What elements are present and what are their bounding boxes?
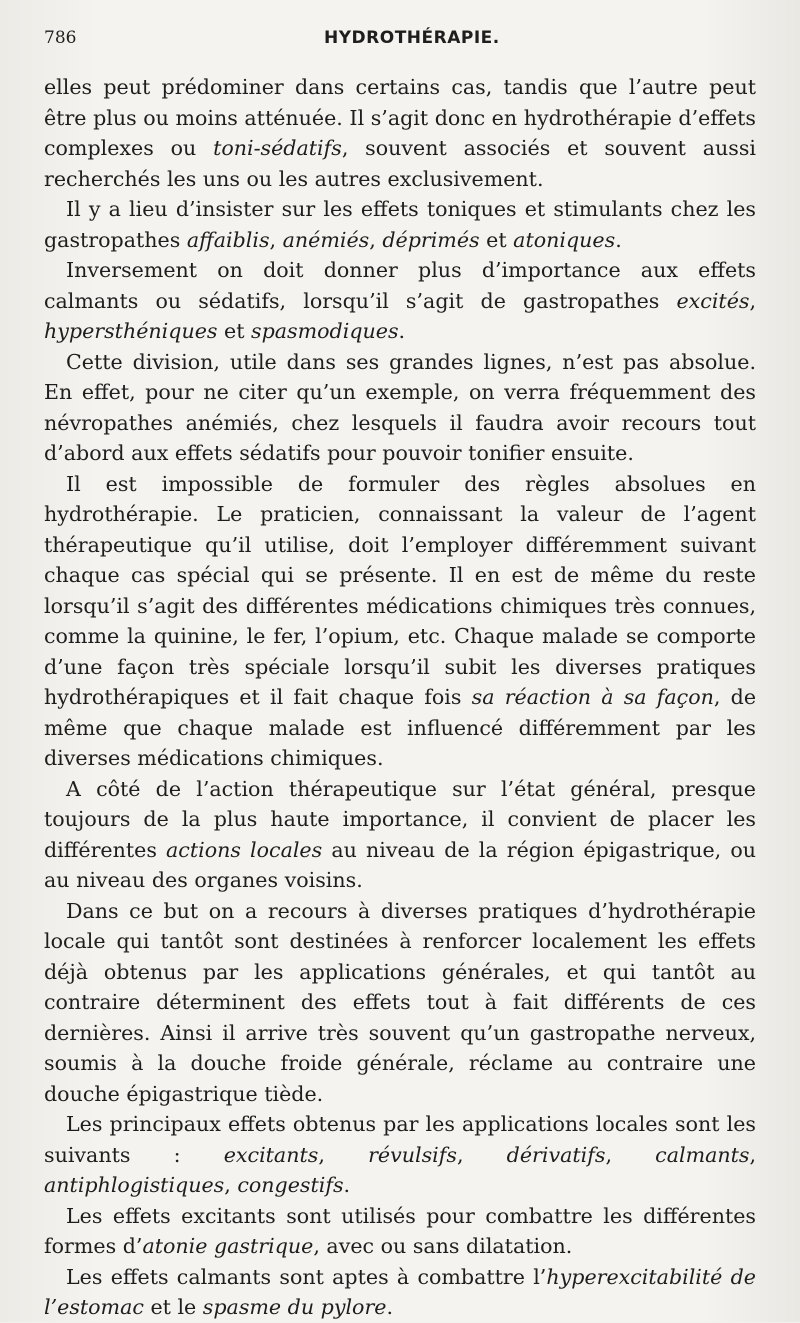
italic-text: atonie gastrique <box>142 1234 314 1258</box>
text-run: . <box>343 1173 351 1197</box>
paragraph <box>44 469 756 774</box>
italic-text: dérivatifs <box>506 1142 606 1167</box>
text-run: Dans ce but on a recours à diverses pratiques d’hydrothérapie locale qui tantôt sont destinées à renforcer localement les effets déjà obtenus par les applications générales, et qui tantôt au contraire déterminent des effets tout à fait différents de ces dernières. Ainsi il arrive très souvent qu’un gastropathe nerveux, soumis à la douche froide générale, réclame au contraire une douche épigastrique tiède. <box>44 898 756 1106</box>
running-head: HYDROTHÉRAPIE. <box>324 28 500 48</box>
italic-text: calmants <box>655 1142 750 1167</box>
italic-text: hypersthéniques <box>44 319 218 343</box>
text-run: , <box>749 288 756 313</box>
text-run: , <box>318 1142 369 1167</box>
italic-text: actions locales <box>166 837 323 862</box>
text-run: et le <box>143 1295 203 1319</box>
text-run: , <box>605 1142 656 1167</box>
paragraph <box>44 347 756 469</box>
body-text <box>44 72 756 1323</box>
text-run: , de même que chaque malade est influencé différemment par les diverses médications chimiques. <box>44 685 757 770</box>
text-run: , <box>269 227 283 252</box>
italic-text: antiphlogistiques <box>44 1173 225 1197</box>
italic-text: affaiblis <box>186 227 270 252</box>
italic-text: spasmodiques <box>251 319 399 343</box>
text-run: , <box>224 1173 238 1197</box>
italic-text: anémiés <box>282 227 370 252</box>
italic-text: excités <box>676 288 750 313</box>
italic-text: révulsifs <box>368 1142 457 1167</box>
text-run: Les effets excitants sont utilisés pour combattre les différentes formes d’ <box>44 1203 756 1258</box>
italic-text: spasme du pylore <box>202 1295 387 1319</box>
italic-text: atoniques <box>513 227 616 252</box>
text-run: A côté de l’action thérapeutique sur l’état général, presque toujours de la plus haute importance, il convient de placer les différentes <box>44 776 756 862</box>
text-run: Il est impossible de formuler des règles absolues en hydrothérapie. Le praticien, connaissant la valeur de l’agent thérapeutique qu’il utilise, doit l’employer différemment suivant chaque cas spécial qui se présente. Il en est de même du reste lorsqu’il s’agit des différentes médications chimiques très connues, comme la quinine, le fer, l’opium, etc. Chaque malade se comporte d’une façon très spéciale lorsqu’il subit les diverses pratiques hydrothérapiques et il fait chaque fois <box>44 471 756 709</box>
text-run: , <box>456 1142 507 1167</box>
paragraph <box>44 72 756 194</box>
text-run: , <box>369 227 383 252</box>
paragraph <box>44 774 756 896</box>
italic-text: hyperexcitabilité de l’estomac <box>44 1264 756 1319</box>
italic-text: déprimés <box>382 227 480 252</box>
text-run: , <box>749 1142 757 1167</box>
paragraph <box>44 896 756 1110</box>
page-number: 786 <box>44 28 77 48</box>
text-run: . <box>398 319 406 343</box>
text-run: Les principaux effets obtenus par les applications locales sont les suivants : <box>44 1112 756 1167</box>
text-run: Inversement on doit donner plus d’importance aux effets calmants ou sédatifs, lorsqu’il s’agit de gastropathes <box>44 258 756 313</box>
text-run: Il y a lieu d’insister sur les effets toniques et stimulants chez les gastropathes <box>44 197 756 252</box>
italic-text: sa réaction à sa façon <box>471 685 714 709</box>
text-run: . <box>386 1295 394 1319</box>
text-run: , souvent associés et souvent aussi recherchés les uns ou les autres exclusivement. <box>44 136 756 191</box>
text-run: , avec ou sans dilatation. <box>313 1234 573 1258</box>
text-run: au niveau de la région épigastrique, ou au niveau des organes voisins. <box>44 837 756 892</box>
paragraph <box>44 1201 756 1262</box>
text-run: et <box>479 227 514 252</box>
paragraph <box>44 194 756 255</box>
text-run: et <box>217 319 252 343</box>
italic-text: congestifs <box>237 1173 344 1197</box>
italic-text: excitants <box>223 1142 319 1167</box>
text-run: Cette division, utile dans ses grandes lignes, n’est pas absolue. En effet, pour ne citer qu’un exemple, on verra fréquemment des névropathes anémiés, chez lesquels il faudra avoir recours tout d’abord aux effets sédatifs pour pouvoir tonifier ensuite. <box>44 349 756 465</box>
paragraph <box>44 1109 756 1201</box>
paragraph <box>44 255 756 347</box>
paragraph <box>44 1262 756 1323</box>
text-run: . <box>615 227 622 252</box>
text-run: Les effets calmants sont aptes à combattre l’ <box>66 1264 547 1289</box>
page-header <box>44 28 756 68</box>
italic-text: toni-sédatifs <box>213 136 342 160</box>
text-run: elles peut prédominer dans certains cas, tandis que l’autre peut être plus ou moins atténuée. Il s’agit donc en hydrothérapie d’effets complexes ou <box>44 75 756 160</box>
